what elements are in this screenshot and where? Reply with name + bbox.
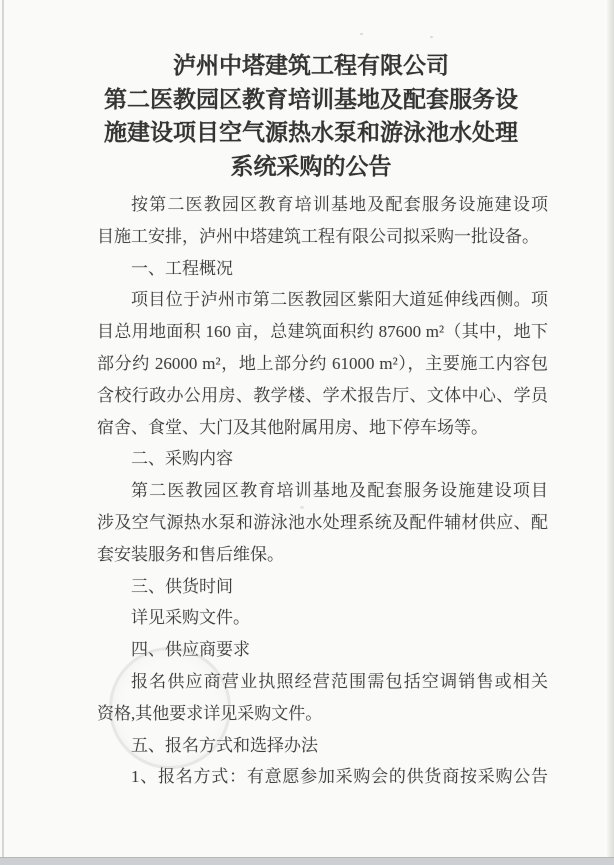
body-line: 部分约 26000 m²，地上部分约 61000 m²），主要施工内容包 (97, 353, 548, 373)
scan-speck (430, 36, 433, 38)
title-line: 泸州中塔建筑工程有限公司 (173, 53, 449, 78)
section-heading: 五、报名方式和选择办法 (131, 735, 318, 755)
body-line: 含校行政办公用房、教学楼、学术报告厅、文体中心、学员 (97, 385, 548, 405)
title-line: 系统采购的公告 (230, 153, 392, 179)
scan-edge-left (2, 0, 4, 858)
body-line: 资格,其他要求详见采购文件。 (97, 703, 323, 723)
section-heading: 四、供应商要求 (131, 640, 250, 660)
body-line: 目总用地面积 160 亩，总建筑面积约 87600 m²（其中，地下 (97, 322, 548, 342)
body-line: 报名供应商营业执照经营范围需包括空调销售或相关 (131, 671, 548, 691)
section-heading: 二、采购内容 (131, 449, 233, 469)
body-line: 涉及空气源热水泵和游泳池水处理系统及配件辅材供应、配 (97, 512, 548, 532)
scan-edge-bottom (0, 857, 614, 865)
body-line: 按第二医教园区教育培训基地及配套服务设施建设项 (131, 195, 548, 214)
body-line: 项目位于泸州市第二医教园区紫阳大道延伸线西侧。项 (131, 290, 548, 310)
body-line: 目施工安排，泸州中塔建筑工程有限公司拟采购一批设备。 (97, 226, 539, 246)
body-line: 详见采购文件。 (131, 608, 250, 628)
document-title (72, 49, 550, 183)
body-line: 第二医教园区教育培训基地及配套服务设施建设项目 (131, 481, 548, 501)
document-body (97, 189, 548, 793)
body-line: 1、报名方式：有意愿参加采购会的供货商按采购公告 (131, 767, 548, 787)
section-heading: 三、供货时间 (131, 576, 233, 596)
title-line: 施建设项目空气源热水泵和游泳池水处理 (104, 120, 518, 145)
section-heading: 一、工程概况 (131, 258, 233, 278)
body-line: 套安装服务和售后维保。 (97, 544, 284, 564)
title-line: 第二医教园区教育培训基地及配套服务设 (104, 86, 518, 112)
scan-edge-right (607, 0, 614, 865)
scan-speck (360, 33, 363, 35)
body-line: 宿舍、食堂、大门及其他附属用房、地下停车场等。 (97, 417, 488, 437)
